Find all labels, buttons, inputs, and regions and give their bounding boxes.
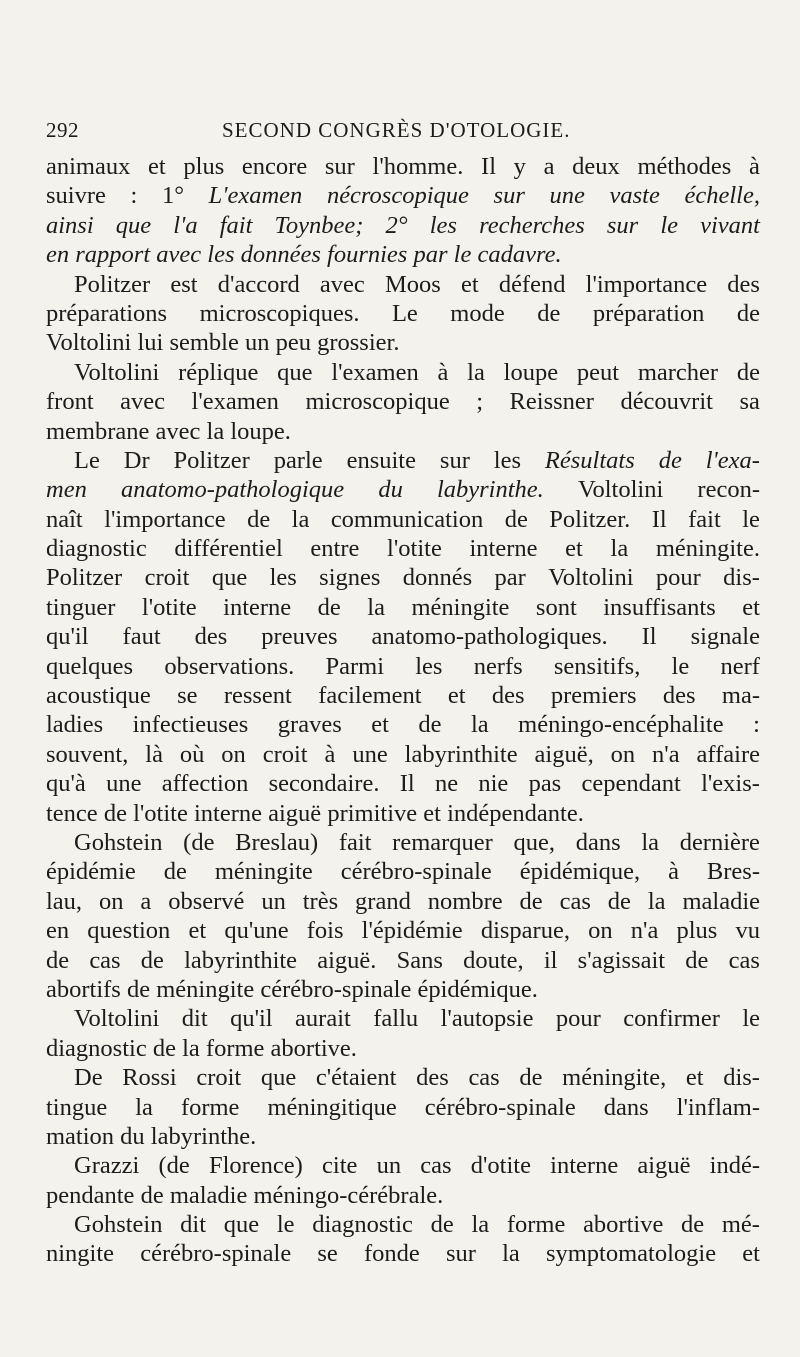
page-header bbox=[46, 116, 766, 146]
text-line: lau, on a observé un très grand nombre de cas de la maladie bbox=[46, 887, 760, 915]
text-line: acoustique se ressent facilement et des premiers des ma- bbox=[46, 682, 760, 710]
text-line: men anatomo-pathologique du labyrinthe. Voltolini recon- bbox=[46, 476, 760, 504]
text-line: Politzer croit que les signes donnés par Voltolini pour dis- bbox=[46, 564, 760, 592]
text-line: animaux et plus encore sur l'homme. Il y a deux méthodes à bbox=[46, 153, 760, 180]
text-line: épidémie de méningite cérébro-spinale épidémique, à Bres- bbox=[46, 858, 760, 886]
text-line: naît l'importance de la communication de Politzer. Il fait le bbox=[46, 505, 760, 533]
text-line: mation du labyrinthe. bbox=[46, 1122, 257, 1150]
text-line: Voltolini lui semble un peu grossier. bbox=[46, 329, 400, 357]
page-number: 292 bbox=[46, 118, 79, 142]
text-line: préparations microscopiques. Le mode de préparation de bbox=[46, 299, 760, 327]
text-line: qu'il faut des preuves anatomo-pathologiques. Il signale bbox=[46, 623, 760, 651]
text-line: Gohstein dit que le diagnostic de la forme abortive de mé- bbox=[74, 1211, 760, 1239]
text-line: ladies infectieuses graves et de la méningo-encéphalite : bbox=[46, 711, 760, 739]
text-line: diagnostic de la forme abortive. bbox=[46, 1034, 357, 1062]
text-line: tinguer l'otite interne de la méningite sont insuffisants et bbox=[46, 593, 760, 621]
text-line: front avec l'examen microscopique ; Reissner découvrit sa bbox=[46, 388, 760, 416]
running-title: SECOND CONGRÈS D'OTOLOGIE. bbox=[222, 118, 571, 142]
text-line: Le Dr Politzer parle ensuite sur les Résultats de l'exa- bbox=[74, 446, 760, 474]
text-line: tence de l'otite interne aiguë primitive et indépendante. bbox=[46, 799, 584, 827]
text-line: ningite cérébro-spinale se fonde sur la symptomatologie et bbox=[46, 1240, 760, 1268]
text-line: suivre : 1° L'examen nécroscopique sur une vaste échelle, bbox=[46, 182, 760, 210]
body-text bbox=[46, 152, 760, 1269]
text-line: en rapport avec les données fournies par le cadavre. bbox=[46, 241, 562, 269]
text-line: diagnostic différentiel entre l'otite interne et la méningite. bbox=[46, 535, 760, 563]
text-line: tingue la forme méningitique cérébro-spinale dans l'inflam- bbox=[46, 1093, 760, 1121]
text-line: ainsi que l'a fait Toynbee; 2° les recherches sur le vivant bbox=[46, 211, 760, 239]
text-line: Grazzi (de Florence) cite un cas d'otite interne aiguë indé- bbox=[74, 1152, 760, 1180]
text-line: souvent, là où on croit à une labyrinthite aiguë, on n'a affaire bbox=[46, 740, 760, 768]
text-line: pendante de maladie méningo-cérébrale. bbox=[46, 1181, 444, 1209]
text-line: Gohstein (de Breslau) fait remarquer que, dans la dernière bbox=[74, 828, 760, 856]
text-line: membrane avec la loupe. bbox=[46, 417, 291, 445]
text-line: en question et qu'une fois l'épidémie disparue, on n'a plus vu bbox=[46, 917, 760, 945]
text-line: Voltolini réplique que l'examen à la loupe peut marcher de bbox=[74, 358, 760, 386]
text-line: qu'à une affection secondaire. Il ne nie pas cependant l'exis- bbox=[46, 770, 760, 798]
text-line: abortifs de méningite cérébro-spinale épidémique. bbox=[46, 975, 538, 1003]
text-line: Voltolini dit qu'il aurait fallu l'autopsie pour confirmer le bbox=[74, 1005, 760, 1033]
text-line: de cas de labyrinthite aiguë. Sans doute, il s'agissait de cas bbox=[46, 946, 760, 974]
text-line: Politzer est d'accord avec Moos et défend l'importance des bbox=[74, 270, 760, 298]
text-line: De Rossi croit que c'étaient des cas de méningite, et dis- bbox=[74, 1064, 760, 1092]
text-line: quelques observations. Parmi les nerfs sensitifs, le nerf bbox=[46, 652, 760, 680]
